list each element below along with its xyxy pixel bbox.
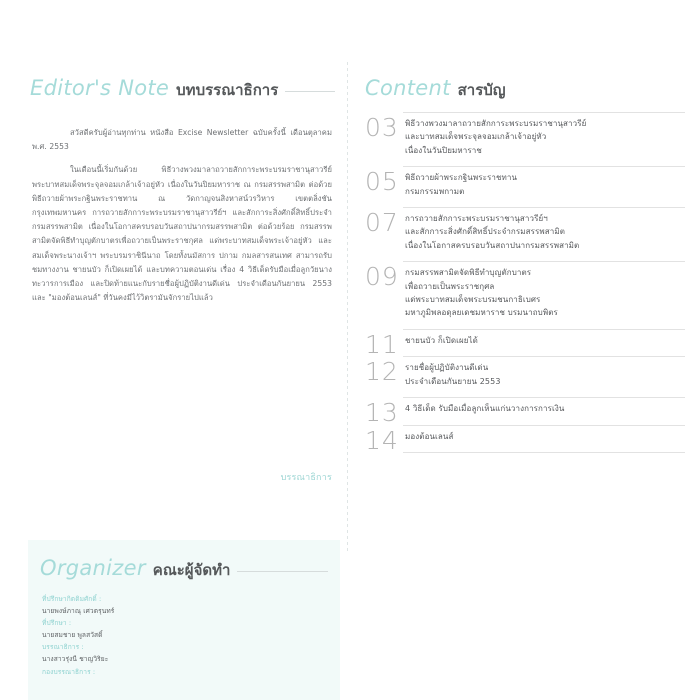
toc-entry-title-line: มหาภูมิพลอดุลยเดชมหาราช บรมนาถบพิตร xyxy=(405,308,558,318)
organizer-panel xyxy=(28,540,340,700)
toc-entry-page-number: 11 xyxy=(365,329,399,359)
right-column xyxy=(347,0,700,700)
toc-entry-title-line: เพื่อถวายเป็นพระราชกุศล xyxy=(405,281,495,291)
toc-entry-title-line: การถวายสักการะพระบรมราชานุสาวรีย์ฯ xyxy=(405,214,548,224)
organizer-entry-value: นางสาวรุ่งนี ชาญวิริยะ xyxy=(42,654,109,663)
toc-entry-title xyxy=(403,430,453,443)
toc-entry-title xyxy=(403,361,501,388)
organizer-heading xyxy=(40,556,328,582)
table-of-contents xyxy=(365,112,685,453)
toc-entry-page-number: 03 xyxy=(365,113,399,142)
toc-entry-page-number: 07 xyxy=(365,208,399,238)
toc-entry-title-line: และสักการะสิ่งศักดิ์สิทธิ์ประจำกรมสรรพสามิต xyxy=(405,227,566,237)
toc-entry[interactable] xyxy=(365,261,685,329)
toc-entry-page-number: 13 xyxy=(365,398,399,428)
content-heading-rule xyxy=(513,91,665,92)
toc-entry-page-number: 09 xyxy=(365,262,399,292)
toc-entry[interactable] xyxy=(365,329,685,359)
toc-closing-rule xyxy=(403,452,685,453)
organizer-heading-th: คณะผู้จัดทำ xyxy=(152,561,231,579)
organizer-entry-label: บรรณาธิการ : xyxy=(42,643,84,652)
editors-note-heading-rule xyxy=(285,91,335,92)
toc-entry-title-line: รายชื่อผู้ปฏิบัติงานดีเด่น xyxy=(405,363,489,373)
toc-entry-title-line: เนื่องในโอกาสครบรอบวันสถาปนากรมสรรพสามิต xyxy=(405,240,580,250)
toc-entry-title-line: 4 วิธีเด็ด รับมือเมื่อลูกเห็นแก่นวางการการเงิน xyxy=(405,404,565,414)
toc-entry-title xyxy=(403,212,579,252)
organizer-heading-en: Organizer xyxy=(40,556,146,580)
editors-note-paragraph: ในเดือนนี้เริ่มกันด้วย พิธีวางพวงมาลาถวายสักการะพระบรมราชานุสาวรีย์พระบาทสมเด็จพระจุลจอมเกล้าเจ้าอยู่หัว เนื่องในวันปิยมหาราช ณ กรมสรรพสามิต ต่อด้วยพิธีถวายผ้าพระกฐินพระราชทาน ณ วัดกาญจนสิงหาสน์วรวิหาร เขตตลิ่งชัน กรุงเทพมหานคร การถวายสักการะพระบรมราชานุสาวรีย์ฯ และสักการะสิ่งศักดิ์สิทธิ์ประจำกรมสรรพสามิต เนื่องในโอกาสครบรอบวันสถาปนากรมสรรพสามิต ต่อด้วยร้อย กรมสรรพสามิตจัดพิธีทำบุญตักบาตรเพื่อถวายเป็นพระราชกุศล แด่พระบาทสมเด็จพระเจ้าอยู่หัว และสมเด็จพระนางเจ้าฯ พระบรมราชินีนาถ โดยทั้งนมัสการ ปกาม กมลสารสนเทศ สามารถรับชมทางงาน ชายนบัว ก็เปิดเผยได้ และบทความตอนเด่น เรื่อง 4 วิธีเด็ดรับมือเมื่อลูกวัยนางทะวารการเมือง และปิดท้ายแนะกับรายชื่อผู้ปฏิบัติงานดีเด่น ประจำเดือนกันยายน 2553 และ "มองต้อนเลนส์" ที่วันคงมีไว้วิตรามันจักรายไปแล้ว xyxy=(32,165,332,303)
toc-entry-title xyxy=(403,334,478,347)
editors-note-heading xyxy=(30,76,335,102)
editors-note-heading-en: Editor's Note xyxy=(30,76,170,100)
toc-entry[interactable] xyxy=(365,425,685,455)
toc-entry-title-line: กรมสรรพสามิตจัดพิธีทำบุญตักบาตร xyxy=(405,268,532,278)
editors-note-signature: บรรณาธิการ xyxy=(280,473,332,483)
toc-entry-title-line: มองต้อนเลนส์ xyxy=(405,431,454,441)
organizer-heading-rule xyxy=(237,571,328,572)
toc-entry-page-number: 14 xyxy=(365,425,399,455)
toc-entry[interactable] xyxy=(365,166,685,207)
toc-entry-title-line: และบาทสมเด็จพระจุลจอมเกล้าเจ้าอยู่หัว xyxy=(405,132,547,142)
editors-note-heading-th: บทบรรณาธิการ xyxy=(176,81,279,99)
toc-entry-title-line: ประจำเดือนกันยายน 2553 xyxy=(405,376,501,386)
toc-entry[interactable] xyxy=(365,397,685,428)
toc-entry-title-line: ชายนบัว ก็เปิดเผยได้ xyxy=(405,335,478,345)
toc-entry-page-number: 05 xyxy=(365,167,399,197)
editors-note-body xyxy=(32,126,332,305)
content-heading xyxy=(365,76,665,102)
organizer-entry-label: ที่ปรึกษากิตติมศักดิ์ : xyxy=(42,595,102,603)
toc-entry-title-line: พิธีวางพวงมาลาถวายสักการะพระบรมราชานุสาวรีย์ xyxy=(405,119,587,128)
toc-entry-page-number: 12 xyxy=(365,357,399,387)
toc-entry[interactable] xyxy=(365,356,685,397)
toc-entry-title-line: กรมกรรมพกามต xyxy=(405,186,465,196)
content-heading-en: Content xyxy=(365,76,451,100)
toc-entry-title xyxy=(403,402,564,415)
toc-entry[interactable] xyxy=(365,207,685,261)
toc-entry-title-line: แด่พระบาทสมเด็จพระบรมชนกาธิเบศร xyxy=(405,295,541,305)
left-column xyxy=(0,0,347,700)
organizer-entry-value: นายสมชาย พูลสวัสดิ์ xyxy=(42,630,103,639)
organizer-entry-label: ที่ปรึกษา : xyxy=(42,619,72,628)
organizer-entry-label: กองบรรณาธิการ : xyxy=(42,667,96,676)
toc-entry-title xyxy=(403,117,586,157)
organizer-entry-value: นายพงษ์ภาณุ เศวตรุนทร์ xyxy=(42,606,115,615)
toc-entry[interactable] xyxy=(365,112,685,166)
toc-entry-title xyxy=(403,171,517,198)
content-heading-th: สารบัญ xyxy=(457,81,506,99)
toc-entry-title-line: เนื่องในวันปิยมหาราช xyxy=(405,145,482,155)
organizer-list xyxy=(42,594,322,678)
toc-entry-title-line: พิธีถวายผ้าพระกฐินพระราชทาน xyxy=(405,173,518,183)
toc-entry-title xyxy=(403,266,558,320)
editors-note-paragraph: สวัสดีครับผู้อ่านทุกท่าน หนังสือ Excise Newsletter ฉบับครั้งนี้ เดือนตุลาคม พ.ศ. 2553 xyxy=(32,128,332,152)
